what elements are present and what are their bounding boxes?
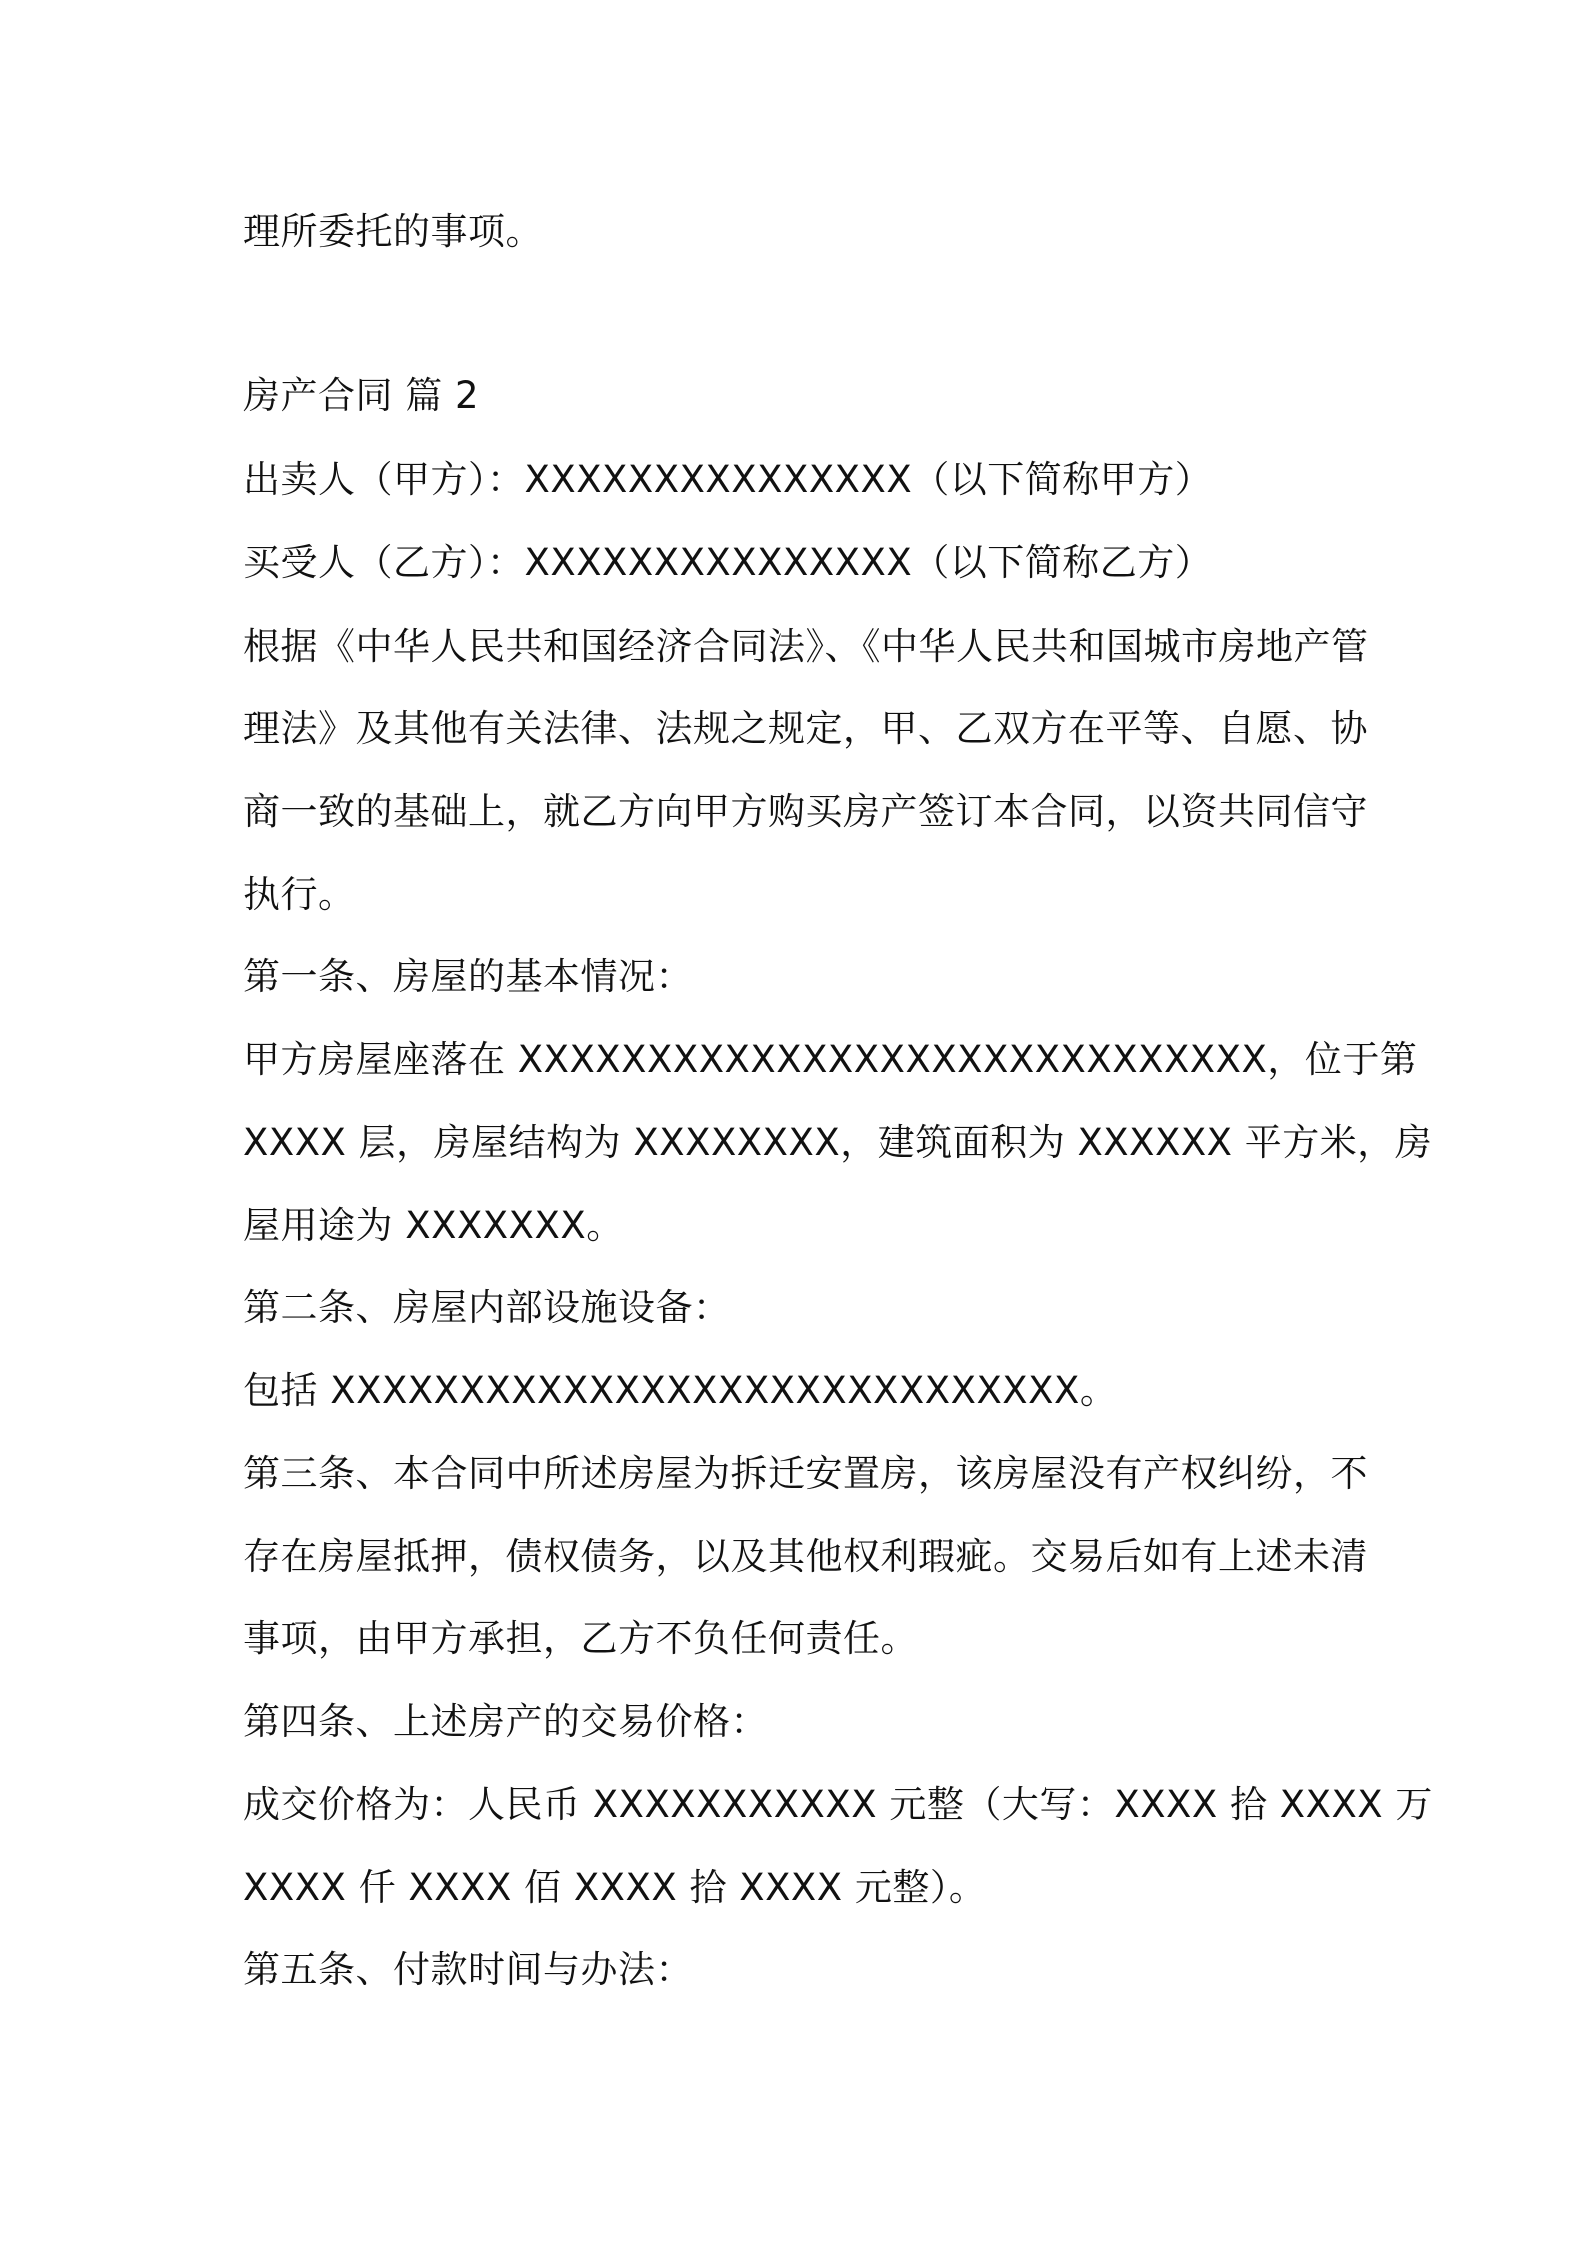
article-3-line-1: 第三条、本合同中所述房屋为拆迁安置房，该房屋没有产权纠纷，不 xyxy=(243,1452,1368,1495)
article-4-line-1: 成交价格为：人民币 XXXXXXXXXXX 元整（大写：XXXX 拾 XXXX 万 xyxy=(243,1783,1433,1826)
preamble-line-4: 执行。 xyxy=(243,873,356,916)
text-line-1: 理所委托的事项。 xyxy=(243,210,543,253)
article-4-line-2: XXXX 仟 XXXX 佰 XXXX 拾 XXXX 元整）。 xyxy=(243,1866,987,1909)
buyer-line: 买受人（乙方）：XXXXXXXXXXXXXXX（以下简称乙方） xyxy=(243,541,1213,584)
article-5-heading: 第五条、付款时间与办法： xyxy=(243,1948,693,1991)
article-2-heading: 第二条、房屋内部设施设备： xyxy=(243,1286,731,1329)
article-3-line-3: 事项，由甲方承担，乙方不负任何责任。 xyxy=(243,1617,918,1660)
preamble-line-1: 根据《中华人民共和国经济合同法》、《中华人民共和国城市房地产管 xyxy=(243,625,1369,668)
preamble-line-2: 理法》及其他有关法律、法规之规定，甲、乙双方在平等、自愿、协 xyxy=(243,707,1368,750)
section-heading: 房产合同 篇 2 xyxy=(243,374,480,417)
article-1-heading: 第一条、房屋的基本情况： xyxy=(243,955,693,998)
article-1-line-1: 甲方房屋座落在 XXXXXXXXXXXXXXXXXXXXXXXXXXXXX，位于第 xyxy=(243,1038,1418,1081)
article-1-line-3: 屋用途为 XXXXXXX。 xyxy=(243,1204,624,1247)
article-2-line-1: 包括 XXXXXXXXXXXXXXXXXXXXXXXXXXXXX。 xyxy=(243,1369,1118,1412)
seller-line: 出卖人（甲方）：XXXXXXXXXXXXXXX（以下简称甲方） xyxy=(243,458,1213,501)
article-3-line-2: 存在房屋抵押，债权债务，以及其他权利瑕疵。交易后如有上述未清 xyxy=(243,1535,1368,1578)
preamble-line-3: 商一致的基础上，就乙方向甲方购买房产签订本合同，以资共同信守 xyxy=(243,790,1368,833)
article-4-heading: 第四条、上述房产的交易价格： xyxy=(243,1700,768,1743)
article-1-line-2: XXXX 层，房屋结构为 XXXXXXXX，建筑面积为 XXXXXX 平方米，房 xyxy=(243,1121,1433,1164)
